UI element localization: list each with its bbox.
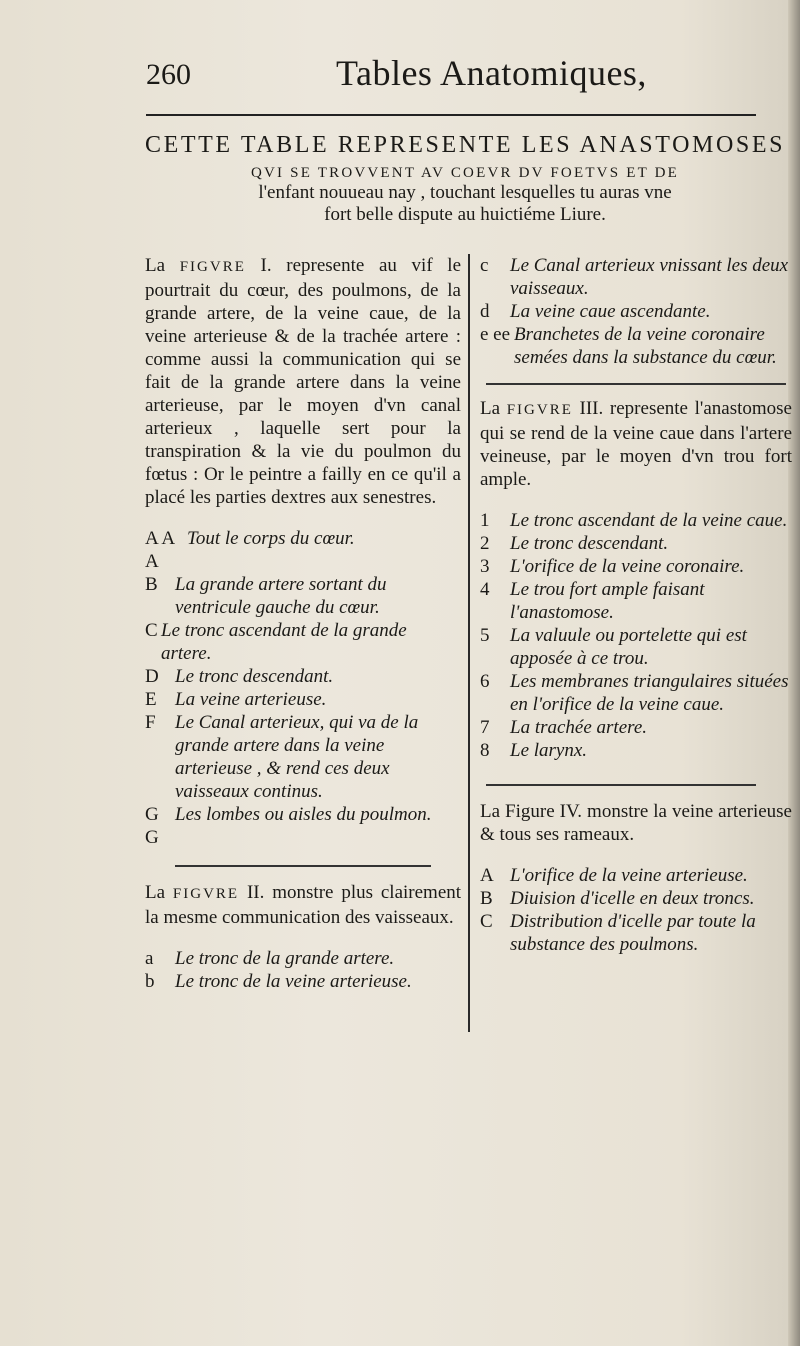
figure-1-description (145, 254, 461, 509)
section-rule (175, 865, 431, 867)
figure-2-lead: La (145, 882, 166, 903)
page-number: 260 (146, 58, 191, 91)
figure-2-legend (145, 947, 461, 993)
left-column (145, 254, 461, 993)
running-header (146, 52, 666, 102)
figure-3-description (480, 397, 792, 491)
figure-3-legend (480, 509, 792, 762)
legend-item: B Diuision d'icelle en deux troncs. (480, 888, 755, 909)
legend-item: 1 Le tronc ascendant de la veine caue. (480, 510, 788, 531)
legend-item: d La veine caue ascendante. (480, 301, 711, 322)
plate-caption (145, 132, 785, 226)
legend-item: 5 La valuule ou portelette qui est apposée à ce trou. (480, 625, 747, 669)
section-rule (486, 784, 756, 786)
legend-item: e ee Branchetes de la veine coronaire semées dans la substance du cœur. (480, 324, 777, 368)
legend-item: B La grande artere sortant du ventricule gauche du cœur. (145, 574, 387, 618)
legend-item: G G Les lombes ou aisles du poulmon. (145, 804, 432, 848)
header-rule (146, 114, 756, 116)
section-rule (486, 383, 786, 385)
legend-item: F Le Canal arterieux, qui va de la grande artere dans la veine arterieuse , & rend ces deux vaisseaux continus. (145, 712, 419, 802)
caption-line-1: CETTE TABLE REPRESENTE LES ANASTOMOSES (145, 132, 786, 158)
legend-item: C Distribution d'icelle par toute la substance des poulmons. (480, 911, 756, 955)
legend-item: D Le tronc descendant. (145, 666, 334, 687)
legend-item: A A A Tout le corps du cœur. (145, 528, 355, 572)
figure-2-numeral: II. (246, 882, 265, 903)
figure-3-text: represente l'anastomose qui se rend de la veine caue dans l'artere veineuse, par le moyen d'vn trou fort ample. (480, 398, 792, 490)
figure-3-label: FIGVRE (506, 402, 573, 418)
figure-2-legend-continued (480, 254, 792, 369)
figure-1-lead: La (145, 255, 166, 276)
legend-item: 4 Le trou fort ample faisant l'anastomose. (480, 579, 705, 623)
right-column (480, 254, 792, 956)
legend-item: 3 L'orifice de la veine coronaire. (480, 556, 745, 577)
column-divider (468, 254, 470, 1032)
figure-2-label: FIGVRE (172, 886, 240, 902)
legend-item: E La veine arterieuse. (145, 689, 327, 710)
caption-line-2: QVI SE TROVVENT AV COEVR DV FOETVS ET DE (250, 165, 680, 181)
legend-item: 2 Le tronc descendant. (480, 533, 669, 554)
figure-1-legend (145, 527, 461, 849)
figure-2-description (145, 881, 461, 929)
legend-item: A L'orifice de la veine arterieuse. (480, 865, 748, 886)
legend-item: 8 Le larynx. (480, 740, 588, 761)
caption-line-3: l'enfant nouueau nay , touchant lesquelles tu auras vne (258, 182, 672, 203)
figure-4-description: La Figure IV. monstre la veine arterieuse & tous ses rameaux. (480, 801, 792, 845)
legend-item: 7 La trachée artere. (480, 717, 648, 738)
legend-item: b Le tronc de la veine arterieuse. (145, 971, 412, 992)
legend-item: C Le tronc ascendant de la grande artere. (145, 620, 407, 664)
figure-1-text: represente au vif le pourtrait du cœur, des poulmons, de la grande artere, de la veine caue, de la veine arterieuse & de la trachée artere : comme aussi la communication qui se fait de la grande artere dans la veine arterieuse, par le moyen d'vn canal arterieux , laquelle sert pour la transpiration & la vie du poulmon du fœtus : Or le peintre a failly en ce qu'il a placé les parties dextres aux senestres. (145, 255, 462, 508)
figure-4-legend (480, 864, 792, 956)
figure-2-text: monstre plus clairement la mesme communication des vaisseaux. (145, 882, 462, 928)
figure-3-numeral: III. (579, 398, 604, 419)
figure-1-label: FIGVRE (179, 259, 246, 275)
figure-1-numeral: I. (260, 255, 272, 276)
legend-item: c Le Canal arterieux vnissant les deux vaisseaux. (480, 255, 789, 299)
running-title: Tables Anatomiques, (336, 53, 647, 93)
legend-item: a Le tronc de la grande artere. (145, 948, 395, 969)
caption-line-4: fort belle dispute au huictiéme Liure. (324, 204, 606, 225)
legend-item: 6 Les membranes triangulaires situées en l'orifice de la veine caue. (480, 671, 789, 715)
figure-3-lead: La (480, 398, 501, 419)
